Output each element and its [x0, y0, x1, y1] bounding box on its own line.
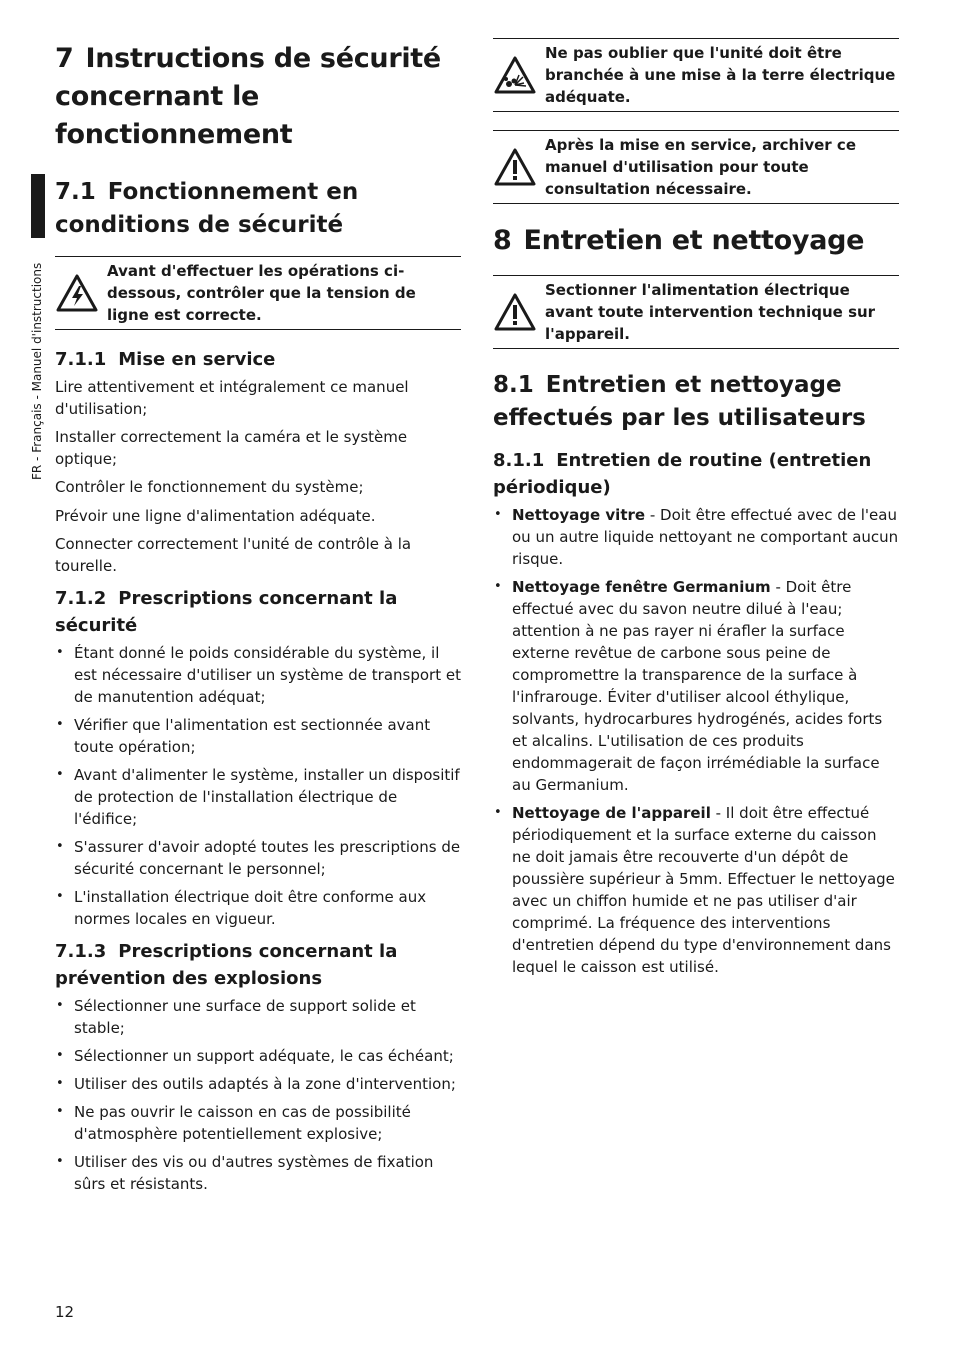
warning-line-voltage: Avant d'effectuer les opérations ci-dessous, contrôler que la tension de ligne est correcte. [55, 256, 461, 330]
list-item: • Utiliser des vis ou d'autres systèmes de fixation sûrs et résistants. [55, 1151, 461, 1195]
list-item: • Vérifier que l'alimentation est sectionnée avant toute opération; [55, 714, 461, 758]
list-item: • Nettoyage vitre - Doit être effectué avec de l'eau ou un autre liquide nettoyant ne comportant aucun risque. [493, 504, 899, 570]
electric-hazard-icon [55, 273, 99, 313]
list-item: • Ne pas ouvrir le caisson en cas de possibilité d'atmosphère potentiellement explosive; [55, 1101, 461, 1145]
list-item: • S'assurer d'avoir adopté toutes les prescriptions de sécurité concernant le personnel; [55, 836, 461, 880]
explosion-list [55, 995, 461, 1195]
warning-power: Sectionner l'alimentation électrique avant toute intervention technique sur l'appareil. [493, 275, 899, 349]
heading-8: 8 Entretien et nettoyage [493, 225, 865, 256]
heading-8-1-1: 8.1.1 Entretien de routine (entretien périodique) [493, 450, 872, 498]
warning-icon [493, 292, 537, 332]
list-item: • Sélectionner une surface de support solide et stable; [55, 995, 461, 1039]
heading-7-1-1: 7.1.1 Mise en service [55, 349, 276, 370]
list-item: • Étant donné le poids considérable du système, il est nécessaire d'utiliser un système de transport et de manutention adéquat; [55, 642, 461, 708]
list-item: • Nettoyage de l'appareil - Il doit être effectué périodiquement et la surface externe du caisson ne doit jamais être recouverte d'un dépôt de poussière supérieur à 5mm. Effectuer le nettoyage avec un chiffon humide et ne pas utiliser d'air comprimé. La fréquence des interventions d'entretien dépend du type d'environnement dans lequel le caisson est utilisé. [493, 802, 899, 978]
page-number: 12 [55, 1303, 75, 1321]
warning-icon [493, 147, 537, 187]
safety-list [55, 642, 461, 930]
heading-7: 7 Instructions de sécurité concernant le fonctionnement [55, 43, 441, 150]
explosion-hazard-icon [493, 55, 537, 95]
paragraph: Lire attentivement et intégralement ce manuel d'utilisation; [55, 378, 409, 418]
list-item: • Utiliser des outils adaptés à la zone d'intervention; [55, 1073, 461, 1095]
list-item: • Sélectionner un support adéquate, le cas échéant; [55, 1045, 461, 1067]
list-item: • Avant d'alimenter le système, installer un dispositif de protection de l'installation électrique de l'édifice; [55, 764, 461, 830]
side-label: FR - Français - Manuel d'instructions [30, 262, 44, 480]
heading-7-1-3: 7.1.3 Prescriptions concernant la prévention des explosions [55, 941, 398, 989]
heading-7-1-2: 7.1.2 Prescriptions concernant la sécurité [55, 588, 398, 636]
section-marker-bar [31, 174, 45, 238]
paragraph: Connecter correctement l'unité de contrôle à la tourelle. [55, 535, 412, 575]
right-column [493, 38, 899, 978]
list-item: • L'installation électrique doit être conforme aux normes locales en vigueur. [55, 886, 461, 930]
warning-grounding: Ne pas oublier que l'unité doit être branchée à une mise à la terre électrique adéquate. [493, 38, 899, 112]
paragraph: Contrôler le fonctionnement du système; [55, 478, 364, 496]
list-item: • Nettoyage fenêtre Germanium - Doit être effectué avec du savon neutre dilué à l'eau; attention à ne pas rayer ni érafler la surface externe revêtue de carbone sous peine de compromettre la transparence de la surface à l'infrarouge. Éviter d'utiliser alcool éthylique, solvants, hydrocarbures hydrogénés, acides forts et alcalins. L'utilisation de ces produits endommagerait de façon irrémédiable la surface au Germanium. [493, 576, 899, 796]
maintenance-list [493, 504, 899, 978]
paragraph: Installer correctement la caméra et le système optique; [55, 428, 408, 468]
heading-8-1: 8.1 Entretien et nettoyage effectués par les utilisateurs [493, 372, 866, 431]
paragraph: Prévoir une ligne d'alimentation adéquate. [55, 507, 376, 525]
left-column [55, 40, 461, 1195]
heading-7-1: 7.1 Fonctionnement en conditions de sécurité [55, 179, 359, 238]
warning-archive: Après la mise en service, archiver ce manuel d'utilisation pour toute consultation nécessaire. [493, 130, 899, 204]
